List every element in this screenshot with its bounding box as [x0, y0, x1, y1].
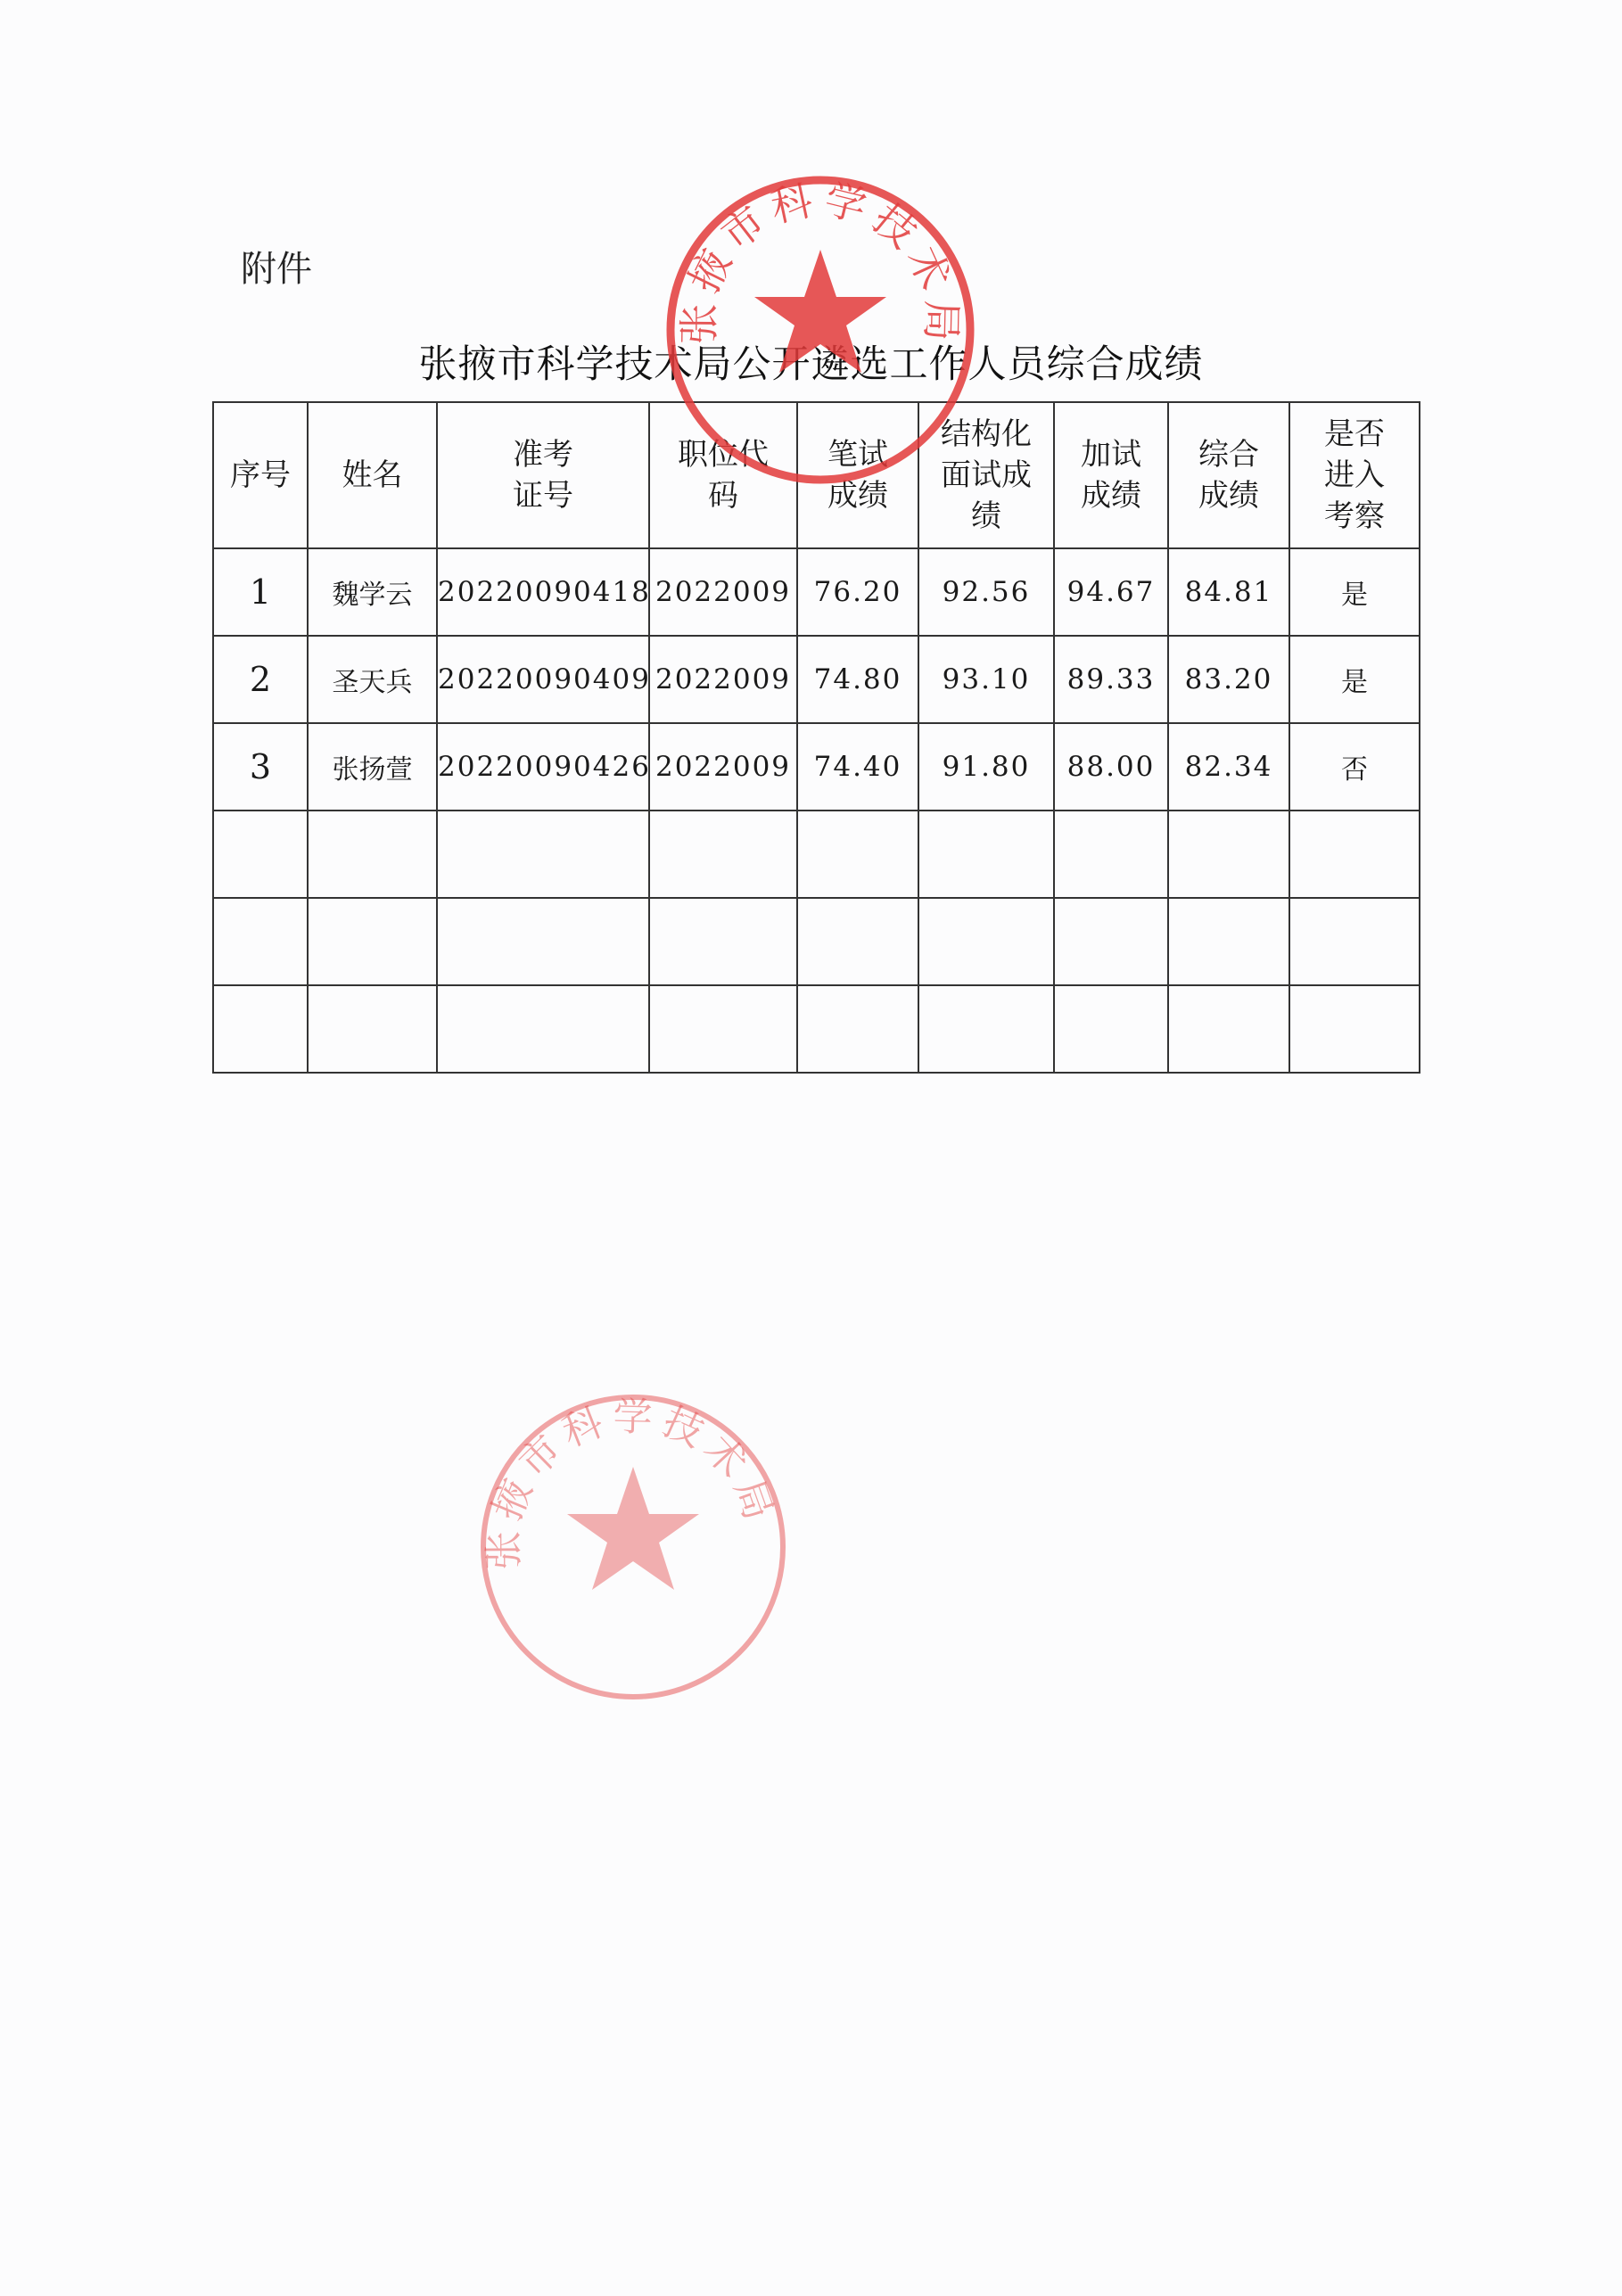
- interview-score: 91.80: [918, 723, 1054, 811]
- candidate-name: 圣天兵: [308, 636, 437, 723]
- column-header-text: 职位代: [678, 437, 769, 473]
- column-header: [437, 402, 649, 548]
- column-header-text: 码: [708, 478, 738, 514]
- empty-cell: [649, 985, 797, 1073]
- advance-status: 是: [1289, 636, 1420, 723]
- table-row: [213, 723, 1420, 811]
- empty-cell: [1054, 811, 1168, 898]
- column-header: [1054, 402, 1168, 548]
- column-header-text: 结构化: [941, 416, 1032, 452]
- column-header-text: 加试: [1081, 437, 1141, 473]
- exam-id: 20220090418: [437, 548, 649, 636]
- seal-text: 张掖市科学技术局: [674, 174, 967, 350]
- position-code: 2022009: [649, 636, 797, 723]
- column-header-text: 是否: [1324, 416, 1385, 452]
- empty-cell: [437, 985, 649, 1073]
- empty-cell: [1054, 985, 1168, 1073]
- column-header-text: 绩: [971, 498, 1001, 534]
- official-seal-top: [655, 165, 985, 495]
- attachment-label: 附件: [241, 249, 312, 290]
- column-header: [308, 402, 437, 548]
- empty-cell: [308, 811, 437, 898]
- empty-cell: [797, 811, 918, 898]
- interview-score: 93.10: [918, 636, 1054, 723]
- table-body: [213, 548, 1420, 1073]
- exam-id: 20220090426: [437, 723, 649, 811]
- empty-cell: [797, 985, 918, 1073]
- empty-cell: [1168, 985, 1289, 1073]
- empty-table-row: [213, 985, 1420, 1073]
- column-header: [1289, 402, 1420, 548]
- official-seal-bottom: [468, 1382, 798, 1712]
- total-score: 84.81: [1168, 548, 1289, 636]
- written-score: 74.80: [797, 636, 918, 723]
- seal-star-icon: [567, 1467, 699, 1590]
- candidate-name: 魏学云: [308, 548, 437, 636]
- empty-cell: [918, 898, 1054, 985]
- column-header: [1168, 402, 1289, 548]
- row-number: 1: [213, 548, 308, 636]
- column-header-text: 成绩: [1198, 478, 1259, 514]
- table-row: [213, 548, 1420, 636]
- empty-cell: [1168, 811, 1289, 898]
- column-header-text: 成绩: [1081, 478, 1141, 514]
- seal-star-icon: [754, 250, 886, 373]
- column-header-text: 进入: [1324, 457, 1385, 493]
- empty-cell: [1289, 898, 1420, 985]
- candidate-name: 张扬萱: [308, 723, 437, 811]
- position-code: 2022009: [649, 723, 797, 811]
- empty-cell: [1289, 811, 1420, 898]
- empty-cell: [649, 898, 797, 985]
- empty-cell: [213, 898, 308, 985]
- empty-table-row: [213, 811, 1420, 898]
- score-table: [212, 401, 1420, 1074]
- advance-status: 是: [1289, 548, 1420, 636]
- extra-test-score: 94.67: [1054, 548, 1168, 636]
- empty-cell: [918, 985, 1054, 1073]
- written-score: 74.40: [797, 723, 918, 811]
- column-header-text: 证号: [513, 478, 573, 514]
- extra-test-score: 89.33: [1054, 636, 1168, 723]
- exam-id: 20220090409: [437, 636, 649, 723]
- row-number: 3: [213, 723, 308, 811]
- empty-cell: [1054, 898, 1168, 985]
- empty-cell: [1289, 985, 1420, 1073]
- advance-status: 否: [1289, 723, 1420, 811]
- empty-cell: [437, 811, 649, 898]
- column-header-text: 姓名: [342, 457, 403, 493]
- extra-test-score: 88.00: [1054, 723, 1168, 811]
- interview-score: 92.56: [918, 548, 1054, 636]
- column-header-text: 成绩: [827, 478, 888, 514]
- column-header: [213, 402, 308, 548]
- column-header-text: 笔试: [827, 437, 888, 473]
- empty-cell: [437, 898, 649, 985]
- column-header-text: 综合: [1198, 437, 1259, 473]
- empty-cell: [649, 811, 797, 898]
- empty-cell: [308, 985, 437, 1073]
- empty-cell: [797, 898, 918, 985]
- total-score: 83.20: [1168, 636, 1289, 723]
- column-header-text: 考察: [1324, 498, 1385, 534]
- empty-table-row: [213, 898, 1420, 985]
- column-header-text: 面试成: [941, 457, 1032, 493]
- written-score: 76.20: [797, 548, 918, 636]
- position-code: 2022009: [649, 548, 797, 636]
- column-header-text: 序号: [230, 457, 291, 493]
- empty-cell: [1168, 898, 1289, 985]
- row-number: 2: [213, 636, 308, 723]
- empty-cell: [308, 898, 437, 985]
- page-title: 张掖市科学技术局公开遴选工作人员综合成绩: [418, 342, 1204, 387]
- empty-cell: [213, 985, 308, 1073]
- empty-cell: [213, 811, 308, 898]
- empty-cell: [918, 811, 1054, 898]
- total-score: 82.34: [1168, 723, 1289, 811]
- seal-text: 张掖市科学技术局: [481, 1394, 784, 1571]
- column-header-text: 准考: [513, 437, 573, 473]
- table-row: [213, 636, 1420, 723]
